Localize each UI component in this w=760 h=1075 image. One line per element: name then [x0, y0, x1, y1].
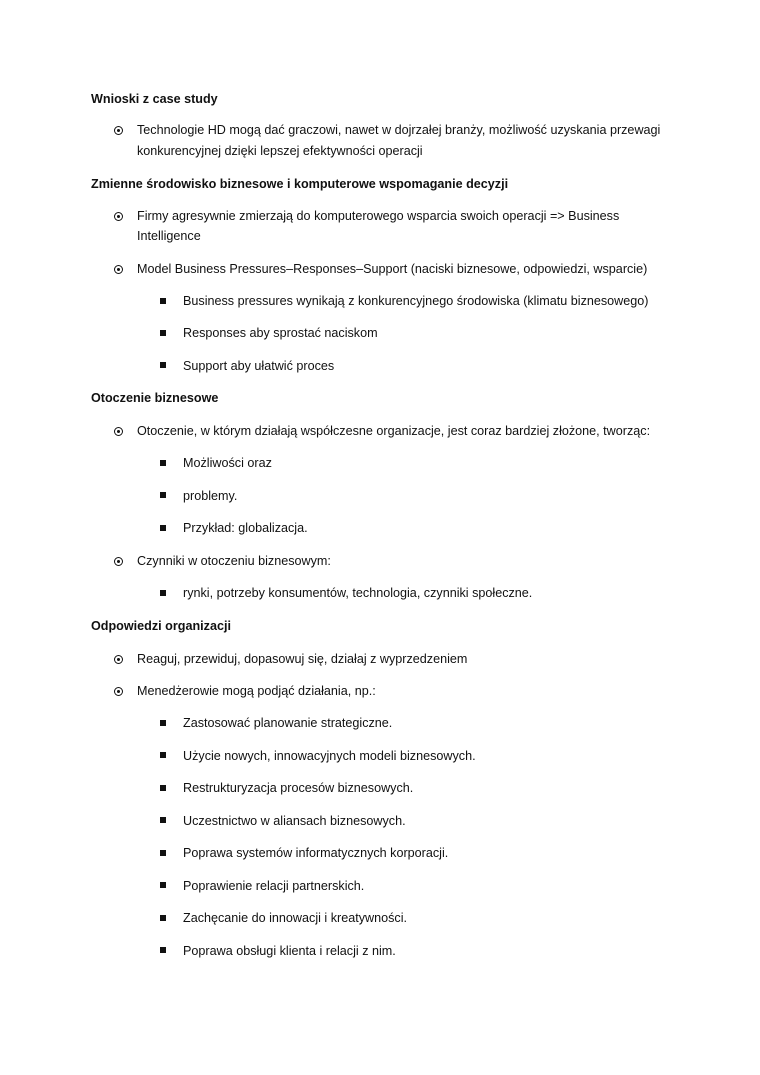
list-item-text: Firmy agresywnie zmierzają do komputerowego wsparcia swoich operacji => Business	[137, 209, 620, 223]
sub-list-item-text: Poprawienie relacji partnerskich.	[183, 879, 365, 893]
list-item-text: Reaguj, przewiduj, dopasowuj się, działaj z wyprzedzeniem	[137, 652, 468, 666]
square-bullet-icon	[160, 752, 166, 758]
circle-bullet-icon	[114, 655, 123, 664]
sub-list-item-text: Support aby ułatwić proces	[183, 359, 335, 373]
circle-bullet-icon	[114, 126, 123, 135]
sub-list-item-text: Przykład: globalizacja.	[183, 521, 308, 535]
square-bullet-icon	[160, 590, 166, 596]
circle-bullet-icon	[114, 687, 123, 696]
square-bullet-icon	[160, 817, 166, 823]
square-bullet-icon	[160, 785, 166, 791]
square-bullet-icon	[160, 460, 166, 466]
sub-list-item-text: rynki, potrzeby konsumentów, technologia, czynniki społeczne.	[183, 586, 533, 600]
sub-list-item-text: Restrukturyzacja procesów biznesowych.	[183, 781, 414, 795]
square-bullet-icon	[160, 850, 166, 856]
sub-list-item-text: Zastosować planowanie strategiczne.	[183, 716, 393, 730]
square-bullet-icon	[160, 720, 166, 726]
list-item-text: Model Business Pressures–Responses–Support (naciski biznesowe, odpowiedzi, wsparcie)	[137, 262, 648, 276]
section-heading: Odpowiedzi organizacji	[91, 619, 231, 633]
circle-bullet-icon	[114, 557, 123, 566]
sub-list-item-text: Business pressures wynikają z konkurencyjnego środowiska (klimatu biznesowego)	[183, 294, 649, 308]
list-item-text: Czynniki w otoczeniu biznesowym:	[137, 554, 331, 568]
sub-list-item-text: Użycie nowych, innowacyjnych modeli biznesowych.	[183, 749, 476, 763]
list-item-text: Menedżerowie mogą podjąć działania, np.:	[137, 684, 376, 698]
sub-list-item-text: Możliwości oraz	[183, 456, 272, 470]
square-bullet-icon	[160, 298, 166, 304]
sub-list-item-text: Responses aby sprostać naciskom	[183, 326, 378, 340]
list-item-text: Otoczenie, w którym działają współczesne organizacje, jest coraz bardziej złożone, tworząc:	[137, 424, 651, 438]
circle-bullet-icon	[114, 212, 123, 221]
section-heading: Otoczenie biznesowe	[91, 391, 219, 405]
sub-list-item-text: Uczestnictwo w aliansach biznesowych.	[183, 814, 406, 828]
list-item-text: Technologie HD mogą dać graczowi, nawet w dojrzałej branży, możliwość uzyskania przewagi	[137, 123, 661, 137]
circle-bullet-icon	[114, 427, 123, 436]
sub-list-item-text: Zachęcanie do innowacji i kreatywności.	[183, 911, 408, 925]
section-heading: Wnioski z case study	[91, 92, 218, 106]
section-heading: Zmienne środowisko biznesowe i komputerowe wspomaganie decyzji	[91, 177, 509, 191]
square-bullet-icon	[160, 882, 166, 888]
sub-list-item-text: Poprawa systemów informatycznych korporacji.	[183, 846, 449, 860]
square-bullet-icon	[160, 362, 166, 368]
sub-list-item-text: Poprawa obsługi klienta i relacji z nim.	[183, 944, 396, 958]
list-item-text: konkurencyjnej dzięki lepszej efektywności operacji	[137, 144, 423, 158]
square-bullet-icon	[160, 330, 166, 336]
square-bullet-icon	[160, 492, 166, 498]
list-item-text: Intelligence	[137, 229, 201, 243]
square-bullet-icon	[160, 915, 166, 921]
sub-list-item-text: problemy.	[183, 489, 238, 503]
square-bullet-icon	[160, 525, 166, 531]
square-bullet-icon	[160, 947, 166, 953]
circle-bullet-icon	[114, 265, 123, 274]
